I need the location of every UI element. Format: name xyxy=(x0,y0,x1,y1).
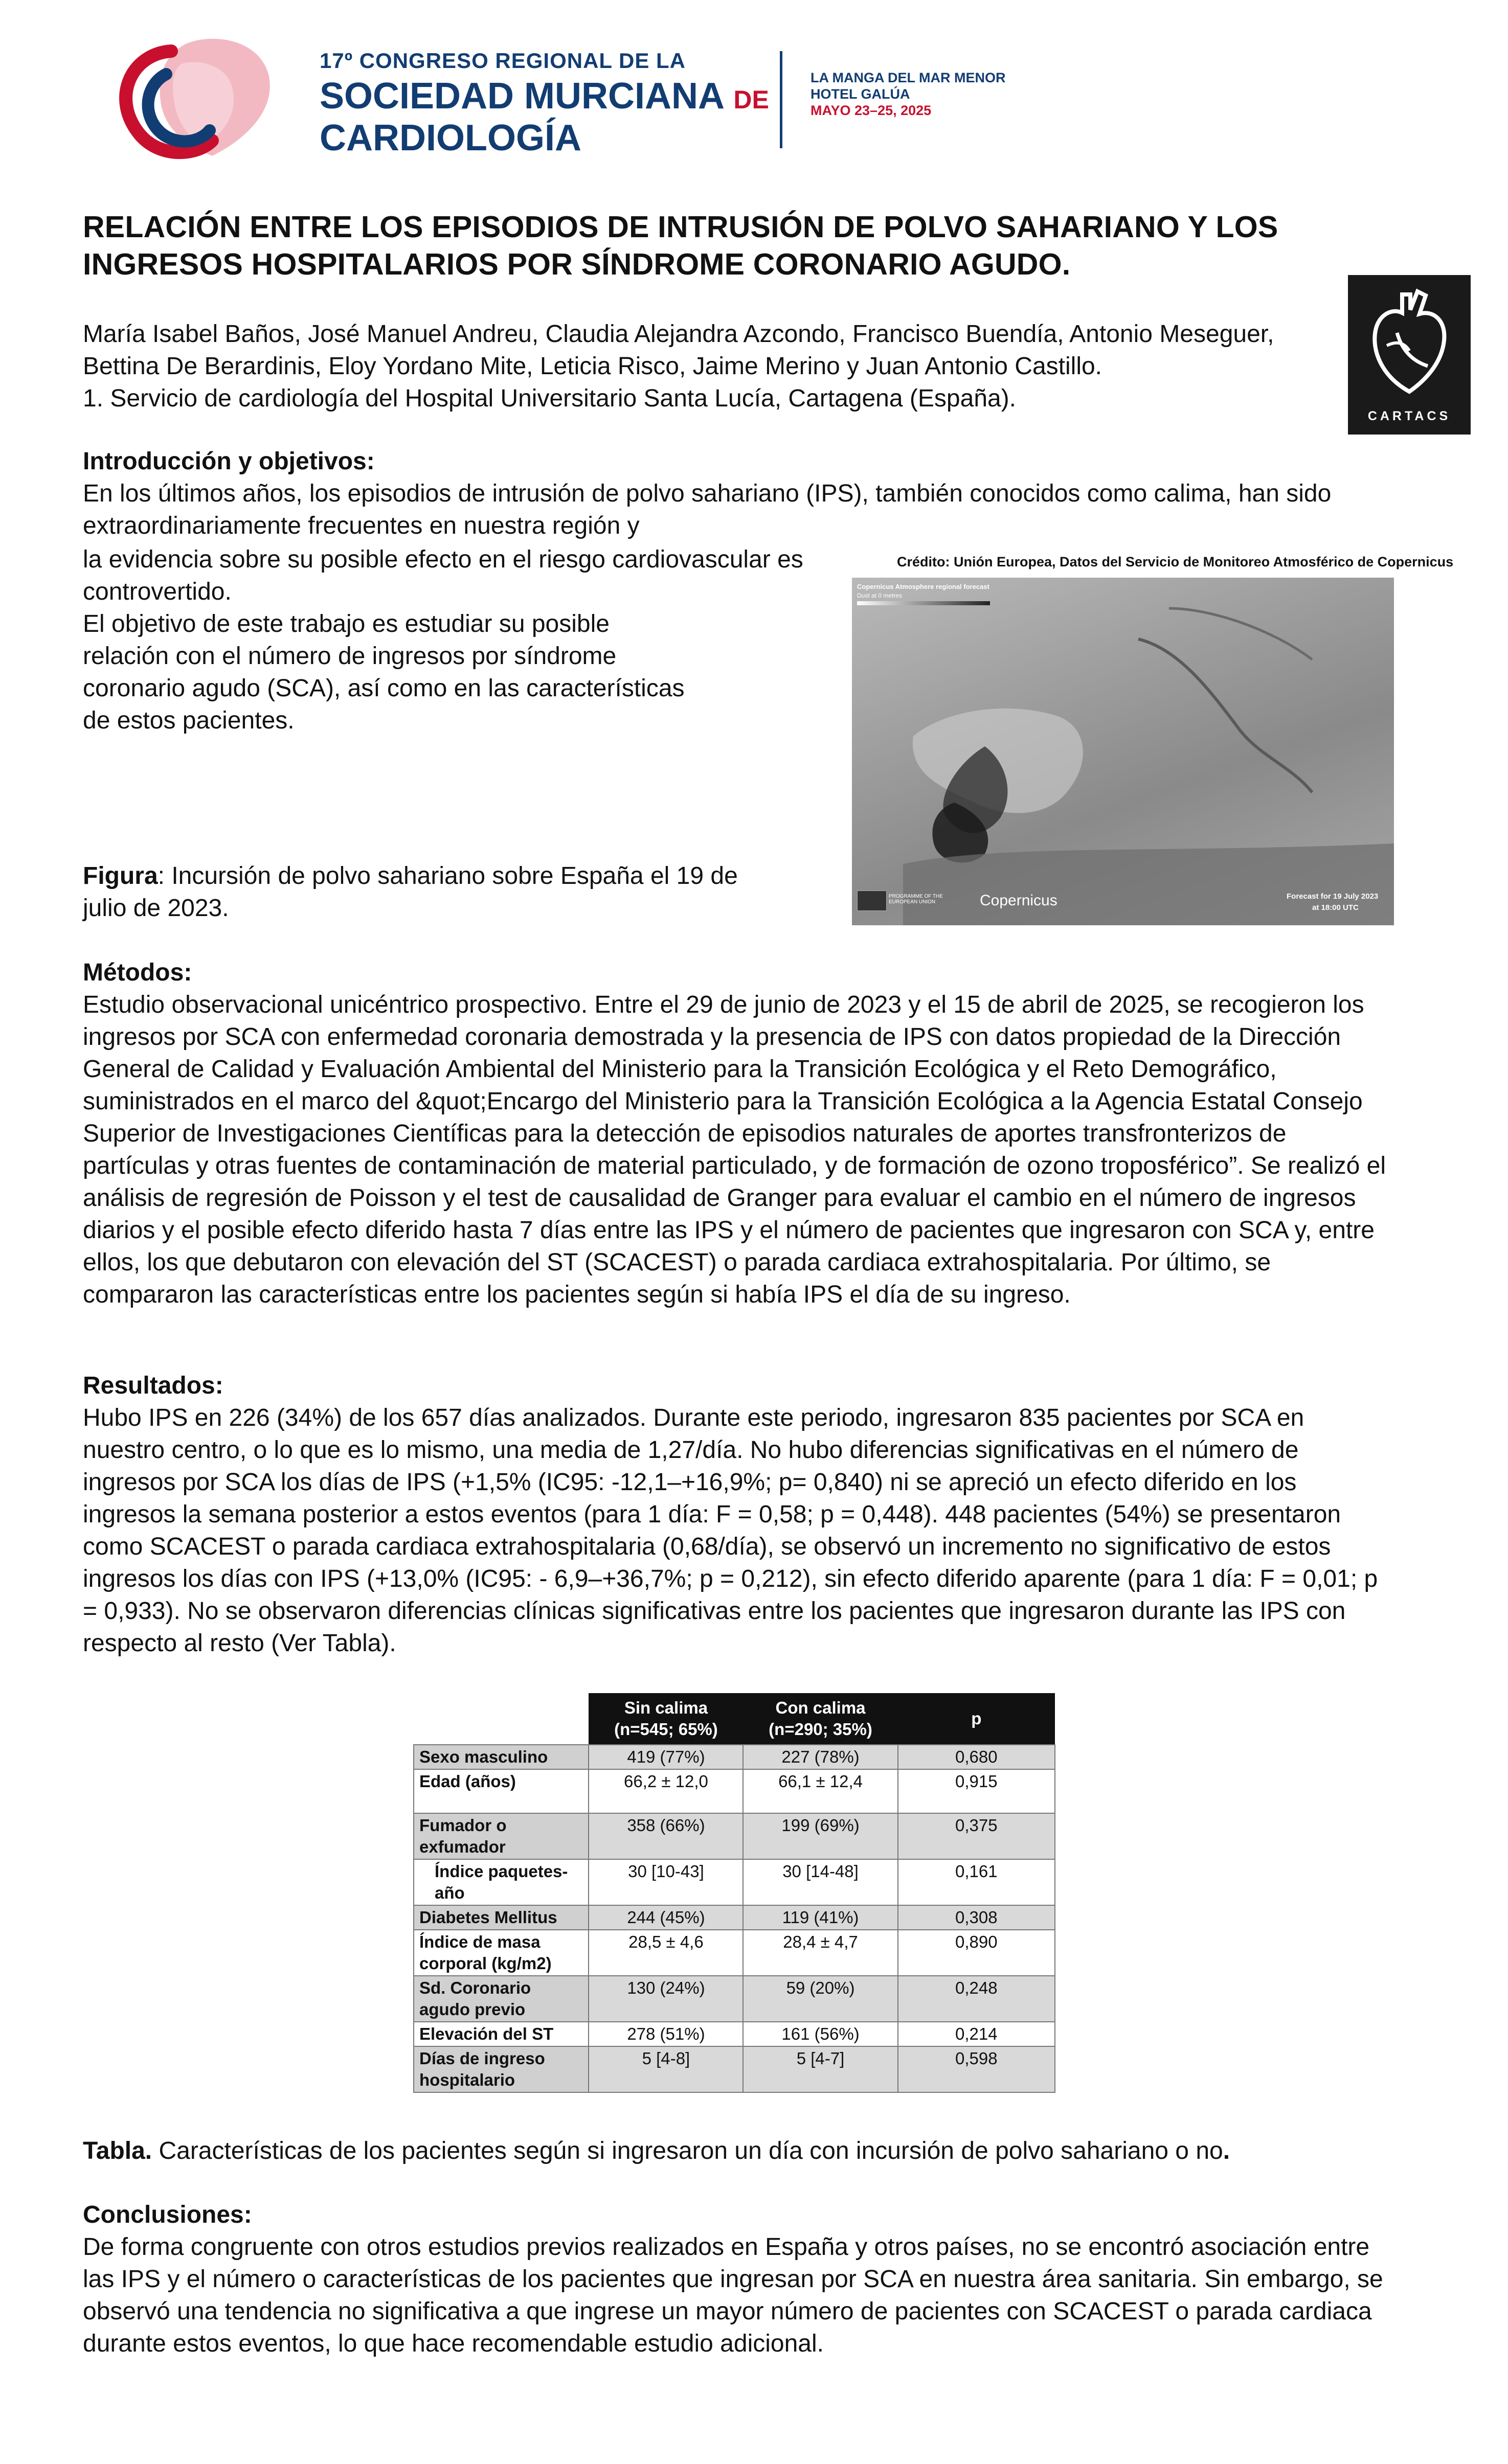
results-heading: Resultados: xyxy=(83,1372,223,1399)
satellite-map xyxy=(852,578,1394,925)
results-table xyxy=(413,1693,1055,2093)
table-row xyxy=(414,2022,1055,2046)
conclusions-section xyxy=(83,2199,1392,2360)
venue-line3: MAYO 23–25, 2025 xyxy=(811,103,932,118)
table-row xyxy=(414,1859,1055,1905)
row-label: Sd. Coronario agudo previo xyxy=(414,1976,589,2022)
congress-heart-logo-icon xyxy=(110,28,279,166)
congress-header xyxy=(110,28,1020,166)
cartacs-logo xyxy=(1348,275,1471,435)
table-body xyxy=(414,1745,1055,2092)
congress-line2 xyxy=(320,75,769,117)
eu-programme-text: PROGRAMME OF THE EUROPEAN UNION xyxy=(889,894,943,905)
table-header-con-calima: Con calima (n=290; 35%) xyxy=(743,1693,897,1745)
intro-objective: El objetivo de este trabajo es estudiar su posible relación con el número de ingresos por síndrome coronario agudo (SCA), así como en las características de estos pacientes. xyxy=(83,610,685,734)
cell-con: 227 (78%) xyxy=(743,1745,897,1769)
map-legend-bar xyxy=(857,601,990,605)
venue-line2: HOTEL GALÚA xyxy=(811,86,910,102)
intro-heading: Introducción y objetivos: xyxy=(83,448,375,475)
table-row xyxy=(414,1769,1055,1813)
cell-con: 28,4 ± 4,7 xyxy=(743,1930,897,1976)
cell-sin: 28,5 ± 4,6 xyxy=(589,1930,743,1976)
table-header-p: p xyxy=(898,1693,1055,1745)
map-subtitle: Dust at 0 metres xyxy=(857,592,903,599)
row-label: Índice paquetes-año xyxy=(414,1859,589,1905)
cell-con: 119 (41%) xyxy=(743,1905,897,1930)
map-title: Copernicus Atmosphere regional forecast xyxy=(857,583,989,590)
row-label: Elevación del ST xyxy=(414,2022,589,2046)
table-row xyxy=(414,1905,1055,1930)
table-header-row xyxy=(414,1693,1055,1745)
cell-sin: 278 (51%) xyxy=(589,2022,743,2046)
dust-map-icon xyxy=(852,578,1394,925)
cell-con: 30 [14-48] xyxy=(743,1859,897,1905)
results-text: Hubo IPS en 226 (34%) de los 657 días analizados. Durante este periodo, ingresaron 835 pacientes por SCA en nuestro centro, o lo que es lo mismo, una media de 1,27/día. No hubo diferencias significativas en el número de ingresos por SCA los días de IPS (+1,5% (IC95: -12,1‒+16,9%; p= 0,840) ni se apreció un efecto diferido en los ingresos la semana posterior a estos eventos (para 1 día: F = 0,58; p = 0,448). 448 pacientes (54%) se presentaron como SCACEST o parada cardiaca extrahospitalaria (0,68/día), se observó un incremento no significativo de estos ingresos los días con IPS (+13,0% (IC95: - 6,9‒+36,7%; p = 0,212), sin efecto diferido aparente (para 1 día: F = 0,01; p = 0,933). No se observaron diferencias clínicas significativas entre los pacientes que ingresaron durante las IPS con respecto al resto (Ver Tabla). xyxy=(83,1404,1378,1657)
row-label: Edad (años) xyxy=(414,1769,589,1813)
forecast-line2: at 18:00 UTC xyxy=(1312,903,1359,912)
table-caption-label: Tabla. xyxy=(83,2137,152,2164)
figure-credit: Crédito: Unión Europea, Datos del Servicio de Monitoreo Atmosférico de Copernicus xyxy=(897,554,1454,569)
cell-p: 0,161 xyxy=(898,1859,1055,1905)
intro-narrow-block xyxy=(83,543,840,737)
figure-caption xyxy=(83,860,748,924)
forecast-line1: Forecast for 19 July 2023 xyxy=(1287,892,1379,901)
cell-sin: 30 [10-43] xyxy=(589,1859,743,1905)
poster-title: RELACIÓN ENTRE LOS EPISODIOS DE INTRUSIÓN DE POLVO SAHARIANO Y LOS INGRESOS HOSPITALARIOS POR SÍNDROME CORONARIO AGUDO. xyxy=(83,210,1278,281)
table-row xyxy=(414,1930,1055,1976)
intro-paragraph-narrow: la evidencia sobre su posible efecto en el riesgo cardiovascular es controvertido. xyxy=(83,546,803,605)
figure-caption-label: Figura xyxy=(83,862,158,889)
conclusions-text: De forma congruente con otros estudios previos realizados en España y otros países, no se encontró asociación entre las IPS y el número o características de los pacientes que ingresan por SCA en nuestra área sanitaria. Sin embargo, se observó una tendencia no significativa a que ingrese un mayor número de pacientes con SCACEST o parada cardiaca durante estos eventos, lo que hace recomendable estudio adicional. xyxy=(83,2233,1383,2357)
congress-line3: CARDIOLOGÍA xyxy=(320,118,581,158)
row-label: Sexo masculino xyxy=(414,1745,589,1769)
venue-line1: LA MANGA DEL MAR MENOR xyxy=(811,70,1006,85)
cell-p: 0,214 xyxy=(898,2022,1055,2046)
intro-section xyxy=(83,446,1392,542)
table-caption-end: . xyxy=(1223,2137,1230,2164)
congress-de: DE xyxy=(733,85,769,114)
cell-con: 59 (20%) xyxy=(743,1976,897,2022)
methods-text: Estudio observacional unicéntrico prospectivo. Entre el 29 de junio de 2023 y el 15 de abril de 2025, se recogieron los ingresos por SCA con enfermedad coronaria demostrada y la presencia de IPS con datos propiedad de la Dirección General de Calidad y Evaluación Ambiental del Ministerio para la Transición Ecológica y el Reto Demográfico, suministrados en el marco del &quot;Encargo del Ministerio para la Transición Ecológica a la Agencia Estatal Consejo Superior de Investigaciones Científicas para la detección de episodios naturales de aportes transfronterizos de partículas y otras fuentes de contaminación de material particulado, y de formación de ozono troposférico”. Se realizó el análisis de regresión de Poisson y el test de causalidad de Granger para evaluar el cambio en el número de ingresos diarios y el posible efecto diferido hasta 7 días entre las IPS y el número de pacientes que ingresaron con SCA y, entre ellos, los que debutaron con elevación del ST (SCACEST) o parada cardiaca extrahospitalaria. Por último, se compararon las características entre los pacientes según si había IPS el día de su ingreso. xyxy=(83,991,1386,1308)
conclusions-heading: Conclusiones: xyxy=(83,2201,252,2228)
figure-caption-text: : Incursión de polvo sahariano sobre España el 19 de julio de 2023. xyxy=(83,862,738,922)
table-row xyxy=(414,1813,1055,1859)
methods-section xyxy=(83,957,1392,1311)
cartacs-text: CARTACS xyxy=(1367,409,1451,423)
methods-heading: Métodos: xyxy=(83,959,192,986)
row-label: Días de ingreso hospitalario xyxy=(414,2046,589,2092)
cell-con: 66,1 ± 12,4 xyxy=(743,1769,897,1813)
table-row xyxy=(414,1745,1055,1769)
cell-p: 0,915 xyxy=(898,1769,1055,1813)
row-label: Índice de masa corporal (kg/m2) xyxy=(414,1930,589,1976)
cell-sin: 5 [4-8] xyxy=(589,2046,743,2092)
header-divider xyxy=(780,51,782,148)
copernicus-logo: Copernicus xyxy=(980,892,1057,909)
row-label: Fumador o exfumador xyxy=(414,1813,589,1859)
table-row xyxy=(414,2046,1055,2092)
cell-p: 0,308 xyxy=(898,1905,1055,1930)
results-section xyxy=(83,1370,1392,1659)
table-header-empty xyxy=(414,1693,589,1745)
anatomical-heart-icon xyxy=(1366,284,1452,397)
cell-con: 161 (56%) xyxy=(743,2022,897,2046)
cell-sin: 244 (45%) xyxy=(589,1905,743,1930)
table-caption xyxy=(83,2135,1392,2167)
table-row xyxy=(414,1976,1055,2022)
cell-sin: 66,2 ± 12,0 xyxy=(589,1769,743,1813)
cell-p: 0,598 xyxy=(898,2046,1055,2092)
cell-sin: 419 (77%) xyxy=(589,1745,743,1769)
patient-characteristics-table xyxy=(413,1693,1055,2093)
congress-society: SOCIEDAD MURCIANA xyxy=(320,76,724,117)
intro-paragraph-wide: En los últimos años, los episodios de intrusión de polvo sahariano (IPS), también conocidos como calima, han sido extraordinariamente frecuentes en nuestra región y xyxy=(83,480,1332,539)
authors-block xyxy=(83,318,1341,415)
eu-flag-icon xyxy=(857,891,887,911)
author-names: María Isabel Baños, José Manuel Andreu, Claudia Alejandra Azcondo, Francisco Buendía, Antonio Meseguer, Bettina De Berardinis, Eloy Yordano Mite, Leticia Risco, Jaime Merino y Juan Antonio Castillo. xyxy=(83,321,1274,380)
cell-p: 0,375 xyxy=(898,1813,1055,1859)
congress-line1: 17º CONGRESO REGIONAL DE LA xyxy=(320,49,686,73)
cell-p: 0,890 xyxy=(898,1930,1055,1976)
table-caption-text: Características de los pacientes según si ingresaron un día con incursión de polvo sahariano o no xyxy=(152,2137,1223,2164)
cell-p: 0,680 xyxy=(898,1745,1055,1769)
author-affiliation: 1. Servicio de cardiología del Hospital Universitario Santa Lucía, Cartagena (España). xyxy=(83,385,1016,412)
cell-sin: 130 (24%) xyxy=(589,1976,743,2022)
cell-con: 199 (69%) xyxy=(743,1813,897,1859)
row-label: Diabetes Mellitus xyxy=(414,1905,589,1930)
cell-con: 5 [4-7] xyxy=(743,2046,897,2092)
cell-sin: 358 (66%) xyxy=(589,1813,743,1859)
table-header-sin-calima: Sin calima (n=545; 65%) xyxy=(589,1693,743,1745)
cell-p: 0,248 xyxy=(898,1976,1055,2022)
